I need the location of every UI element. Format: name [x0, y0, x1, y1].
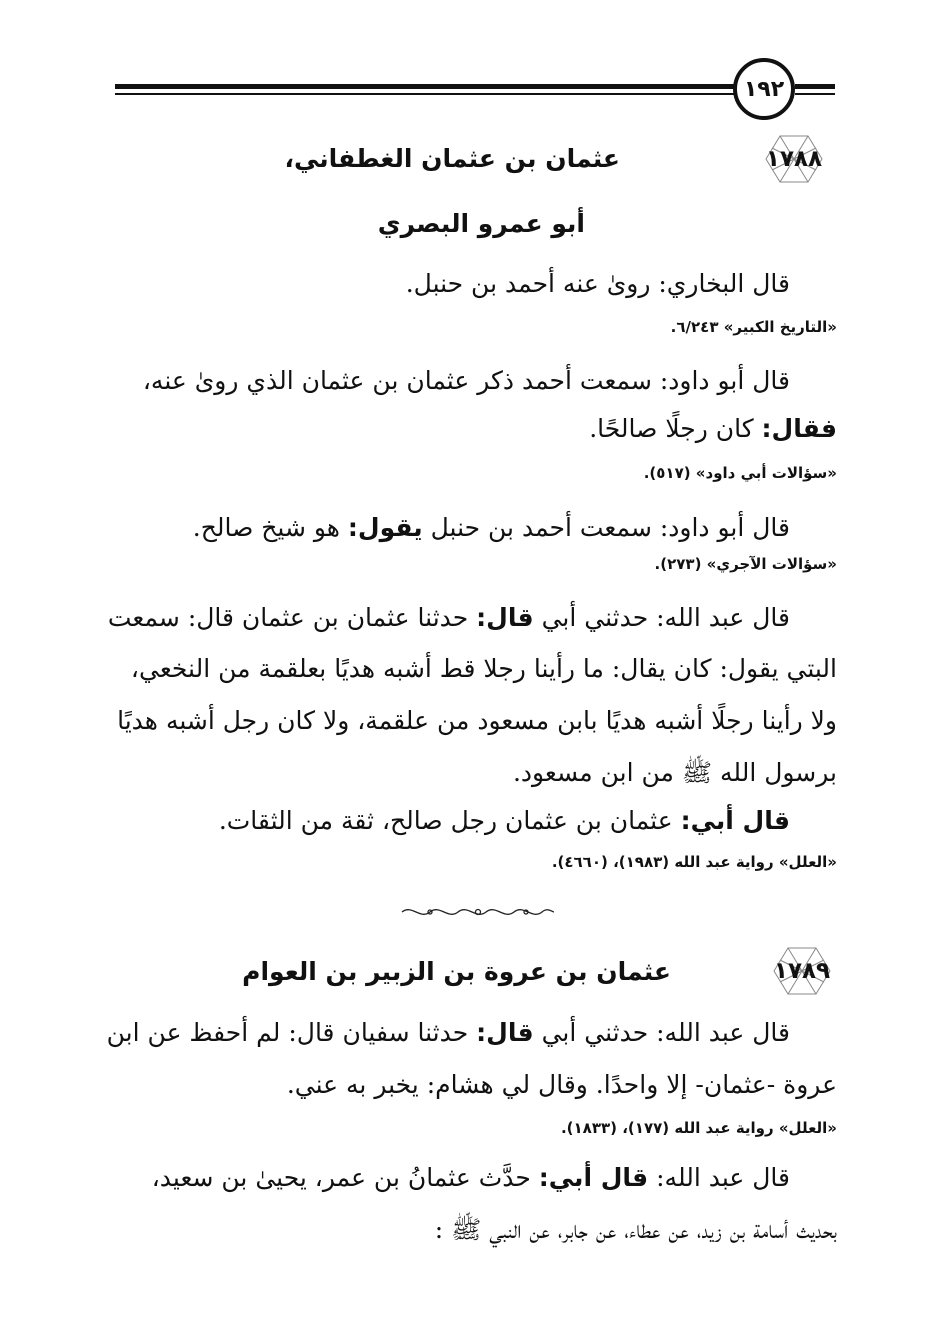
source-citation: «التاريخ الكبير» ٦/٢٤٣.: [670, 318, 837, 336]
paragraph: البتي يقول: كان يقال: ما رأينا رجلا قط أشبه هديًا بعلقمة من النخعي،: [130, 654, 837, 683]
paragraph: ولا رأينا رجلًا أشبه هديًا بابن مسعود من علقمة، ولا كان رجل أشبه هديًا: [117, 706, 837, 735]
source-citation: «سؤالات الآجري» (٢٧٣).: [654, 555, 837, 573]
paragraph: قال أبي: عثمان بن عثمان رجل صالح، ثقة من الثقات.: [218, 806, 790, 835]
paragraph: بحديث أسامة بن زيد، عن عطاء، عن جابر، عن النبي ﷺ :: [434, 1215, 837, 1244]
paragraph: عروة -عثمان- إلا واحدًا. وقال لي هشام: يخبر به عني.: [286, 1070, 837, 1099]
paragraph: برسول الله ﷺ من ابن مسعود.: [512, 758, 837, 787]
header-rule-thick-right: [795, 84, 835, 89]
bold-phrase: قال أبي:: [680, 806, 790, 835]
ornament-divider-icon: [398, 904, 558, 920]
source-citation: «سؤالات أبي داود» (٥١٧).: [643, 464, 837, 482]
entry-number-badge: ١٧٨٩: [768, 942, 836, 1000]
header-rule-thick: [115, 84, 735, 89]
paragraph: قال البخاري: رویٰ عنه أحمد بن حنبل.: [405, 269, 790, 298]
paragraph: فقال: كان رجلًا صالحًا.: [589, 414, 837, 443]
source-citation: «العلل» رواية عبد الله (١٩٨٣)، (٤٦٦٠).: [551, 853, 837, 871]
paragraph: قال أبو داود: سمعت أحمد بن حنبل يقول: هو شيخ صالح.: [192, 513, 790, 542]
paragraph: قال أبو داود: سمعت أحمد ذكر عثمان بن عثمان الذي رویٰ عنه،: [142, 366, 790, 395]
header-rule-thin-right: [795, 93, 835, 95]
header-rule-thin: [115, 93, 735, 95]
paragraph: قال عبد الله: قال أبي: حدَّث عثمانُ بن عمر، يحيىٰ بن سعيد،: [151, 1163, 790, 1192]
bold-phrase: قال:: [476, 1018, 534, 1047]
bold-phrase: يقول:: [347, 513, 423, 542]
paragraph: قال عبد الله: حدثني أبي قال: حدثنا عثمان بن عثمان قال: سمعت: [107, 603, 790, 632]
paragraph: قال عبد الله: حدثني أبي قال: حدثنا سفيان قال: لم أحفظ عن ابن: [106, 1018, 790, 1047]
entry-kunya: أبو عمرو البصري: [377, 209, 585, 238]
bold-phrase: قال أبي:: [538, 1163, 649, 1192]
page-number: ١٩٢: [733, 58, 795, 120]
entry-title: عثمان بن عروة بن الزبير بن العوام: [242, 957, 671, 986]
entry-number-badge: ١٧٨٨: [760, 130, 828, 188]
entry-title: عثمان بن عثمان الغطفاني،: [284, 144, 620, 173]
source-citation: «العلل» رواية عبد الله (١٧٧)، (١٨٣٣).: [560, 1119, 837, 1137]
bold-phrase: قال:: [476, 603, 534, 632]
bold-phrase: فقال:: [761, 414, 837, 443]
